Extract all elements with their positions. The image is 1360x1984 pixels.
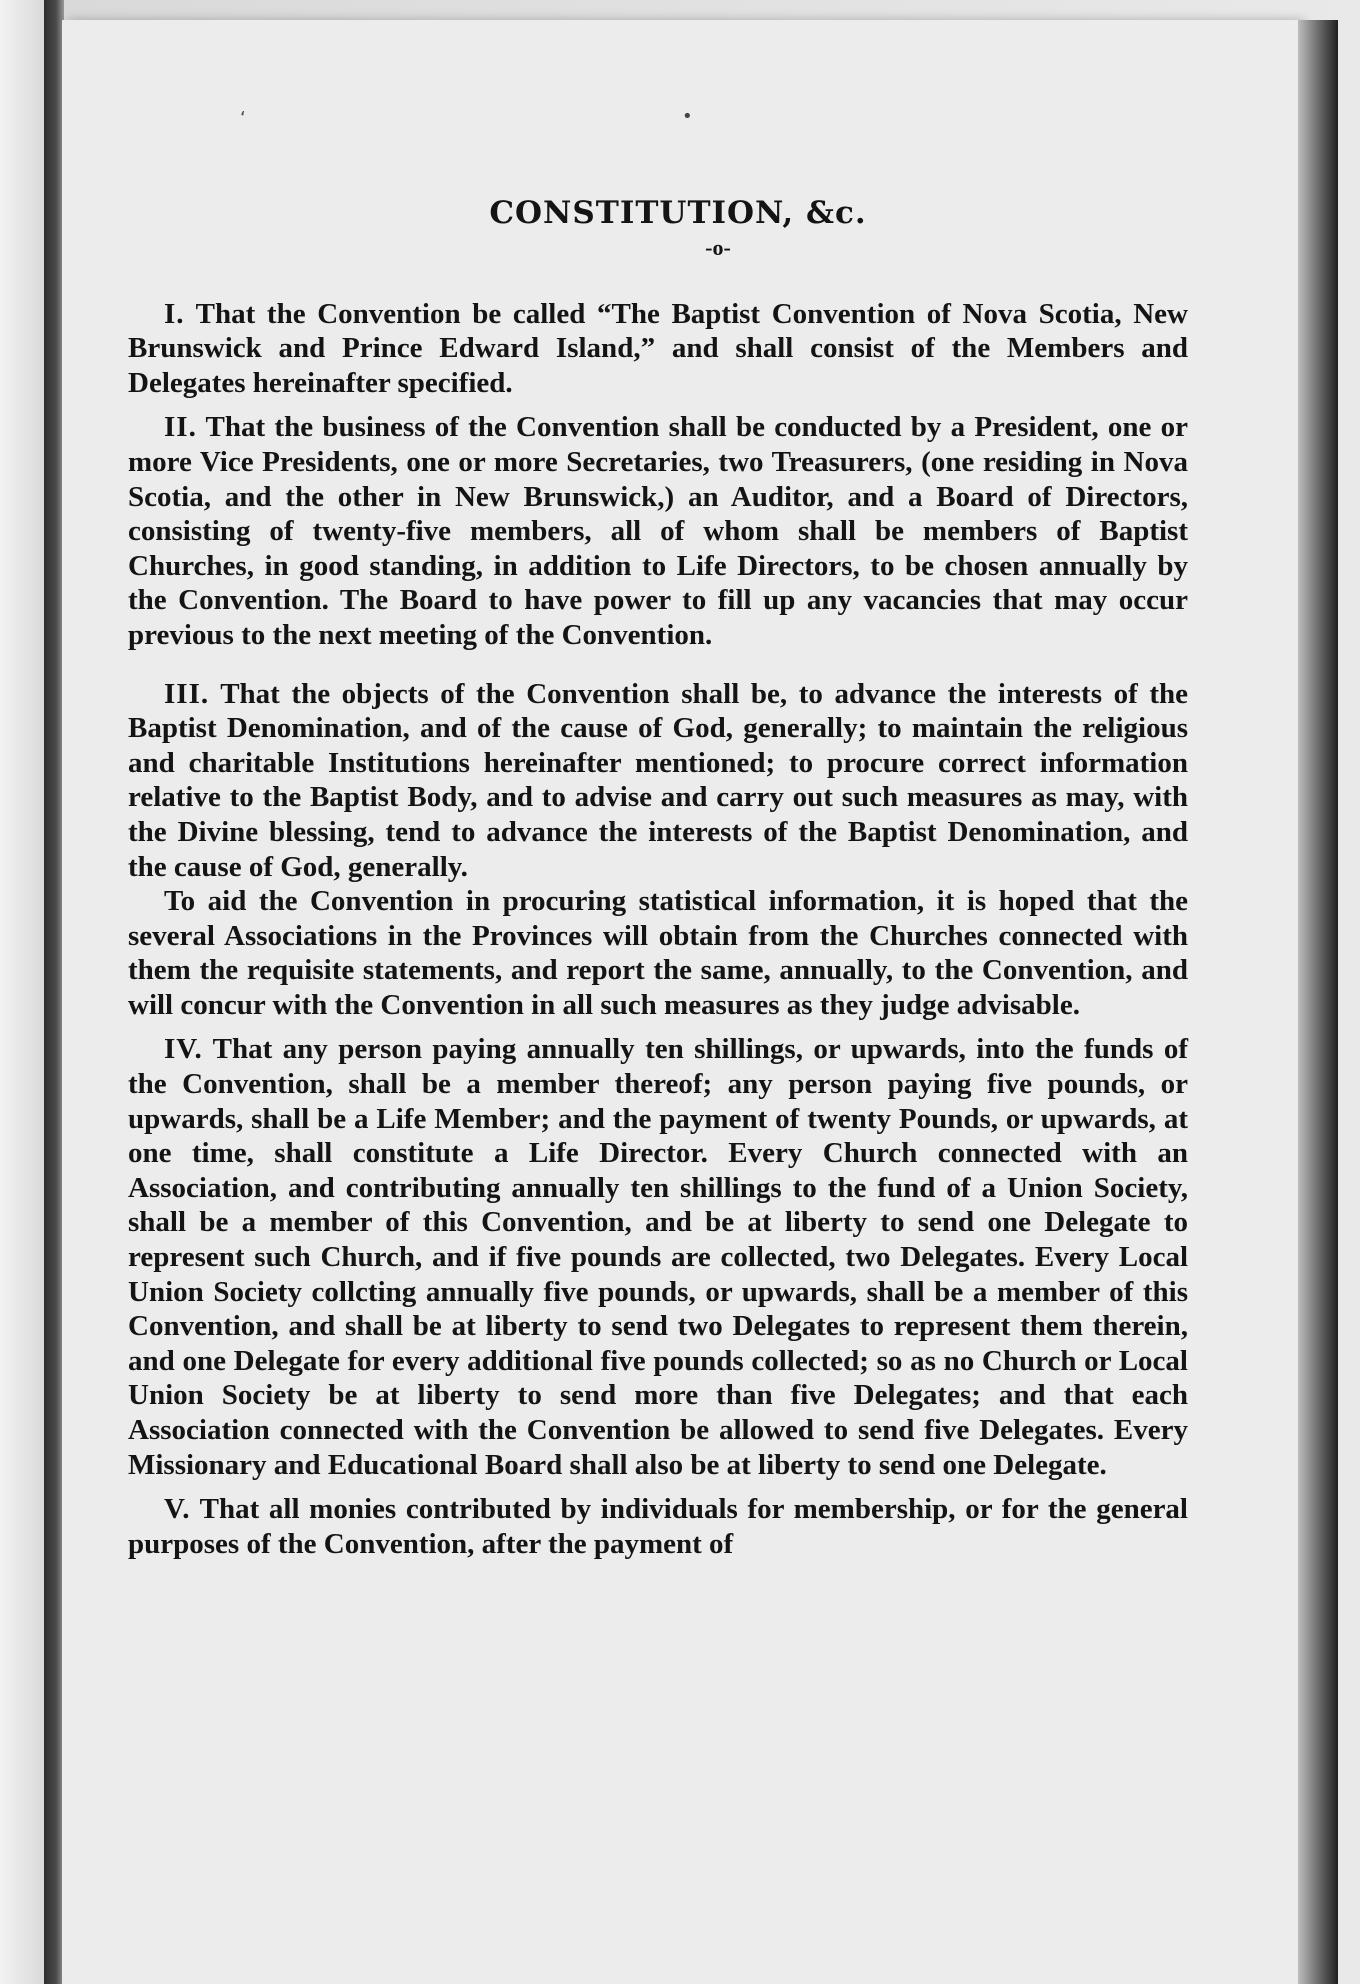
book-gutter — [44, 0, 64, 1984]
document-body — [128, 196, 1188, 1561]
article-number: IV. — [164, 1033, 203, 1066]
article-number: III. — [164, 677, 210, 710]
article-text: That any person paying annually ten shillings, or upwards, into the funds of the Convention, shall be a member thereof; any person paying five pounds, or upwards, shall be a Life Member; and the payment of twenty Pounds, or upwards, at one time, shall constitute a Life Director. Every Church connected with an Association, and contributing annually ten shillings to the fund of a Union Society, shall be a member of this Convention, and be at liberty to send one Delegate to represent such Church, and if five pounds are collected, two Delegates. Every Local Union Society collcting annually five pounds, or upwards, shall be a member of this Convention, and shall be at liberty to send two Delegates to represent them therein, and one Delegate for every additional five pounds collected; so as no Church or Local Union Society be at liberty to send more than five Delegates; and that each Association connected with the Convention be allowed to send five Delegates. Every Missionary and Educational Board shall also be at liberty to send one Delegate. — [128, 1033, 1188, 1481]
article-2 — [128, 410, 1188, 652]
title-separator: -o- — [705, 234, 731, 260]
article-4 — [128, 1032, 1188, 1482]
article-number: I. — [164, 297, 185, 330]
article-text: That the Convention be called “The Baptist Convention of Nova Scotia, New Brunswick and Prince Edward Island,” and shall consist of the Members and Delegates hereinafter specified. — [128, 297, 1188, 399]
article-text: That the business of the Convention shall be conducted by a President, one or more Vice Presidents, one or more Secretaries, two Treasurers, (one residing in Nova Scotia, and the other in New Brunswick,) an Auditor, and a Board of Directors, consisting of twenty-five members, all of whom shall be members of Baptist Churches, in good standing, in addition to Life Directors, to be chosen annually by the Convention. The Board to have power to fill up any vacancies that may occur previous to the next meeting of the Convention. — [128, 411, 1188, 651]
article-text: To aid the Convention in procuring statistical information, it is hoped that the several Associations in the Provinces will obtain from the Churches connected with them the requisite statements, and report the same, annually, to the Convention, and will concur with the Convention in all such measures as they judge advisable. — [128, 885, 1188, 1021]
article-number: V. — [164, 1493, 191, 1526]
article-3-note — [128, 884, 1188, 1022]
ink-speck: • — [682, 106, 693, 127]
article-5 — [128, 1492, 1188, 1561]
article-3 — [128, 677, 1188, 885]
ink-speck: ‘ — [240, 108, 246, 129]
article-1 — [128, 297, 1188, 401]
article-text: That the objects of the Convention shall be, to advance the interests of the Baptist Denomination, and of the cause of God, generally; to maintain the religious and charitable Institutions hereinafter mentioned; to procure correct information relative to the Baptist Body, and to advise and carry out such measures as may, with the Divine blessing, tend to advance the interests of the Baptist Denomination, and the cause of God, generally. — [128, 677, 1188, 883]
facing-page-edge — [0, 0, 48, 1984]
article-number: II. — [164, 411, 197, 444]
document-title: CONSTITUTION, &c. — [489, 195, 867, 231]
article-text: That all monies contributed by individuals for membership, or for the general purposes of the Convention, after the payment of — [128, 1493, 1188, 1560]
